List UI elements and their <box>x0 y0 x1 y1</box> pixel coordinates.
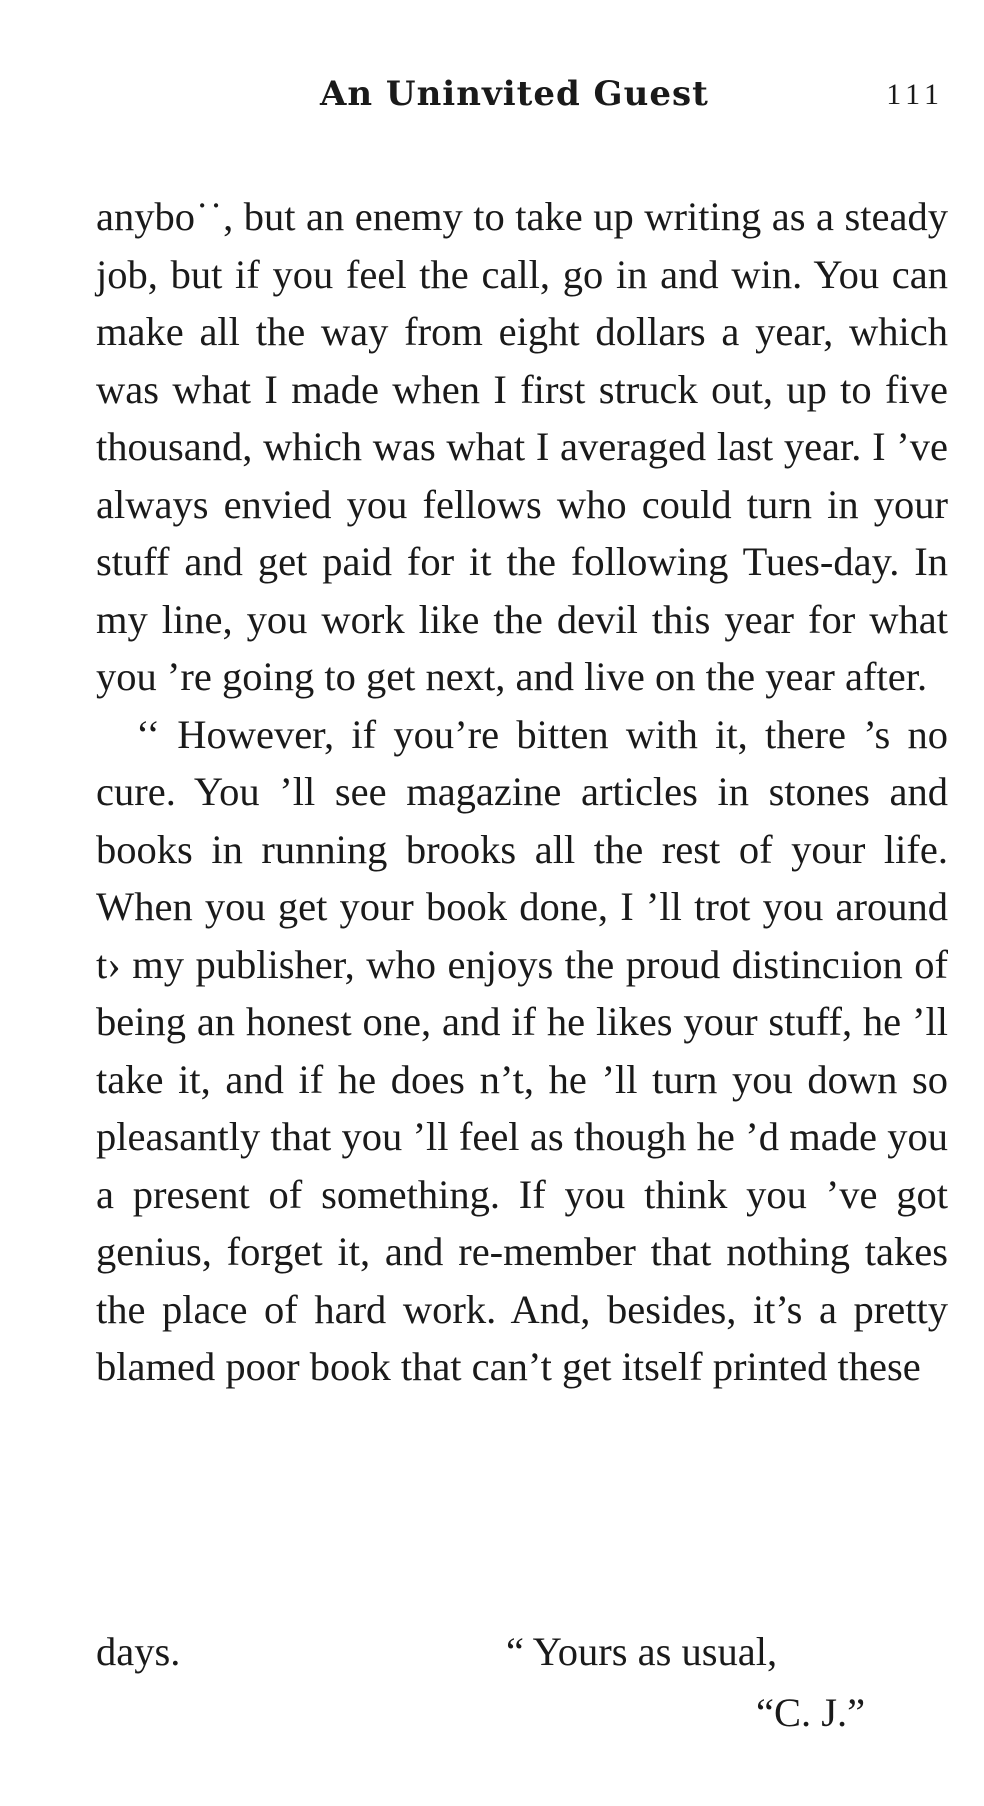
running-title: An Uninvited Guest <box>320 74 709 114</box>
closing-line <box>96 1623 948 1683</box>
running-head <box>0 74 984 134</box>
paragraph-2: ‘‘ However, if you’re bitten with it, there ’s no cure. You ’ll see magazine articles in stones and books in running brooks all the rest of your life. When you get your book done, I ’ll trot you around t› my publisher, who enjoys the proud distincıion of being an honest one, and if he likes your stuff, he ’ll take it, and if he does n’t, he ’ll turn you down so pleasantly that you ’ll feel as though he ’d made you a present of something. If you think you ’ve got genius, forget it, and re-member that nothing takes the place of hard work. And, besides, it’s a pretty blamed poor book that can’t get itself printed these <box>96 711 948 1389</box>
body-text <box>96 188 948 1396</box>
closing-salutation: “ Yours as usual, <box>506 1629 778 1674</box>
signature-initials: “C. J.” <box>756 1690 866 1735</box>
paragraph-1: anybo˙˙, but an enemy to take up writing as a steady job, but if you feel the call, go in and win. You can make all the way from eight dollars a year, which was what I made when I first struck out, up to five thousand, which was what I averaged last year. I ’ve always envied you fellows who could turn in your stuff and get paid for it the following Tues-day. In my line, you work like the devil this year for what you ’re going to get next, and live on the year after. <box>96 194 948 699</box>
closing-last-word: days. <box>96 1629 181 1674</box>
page-number: 111 <box>886 78 944 111</box>
